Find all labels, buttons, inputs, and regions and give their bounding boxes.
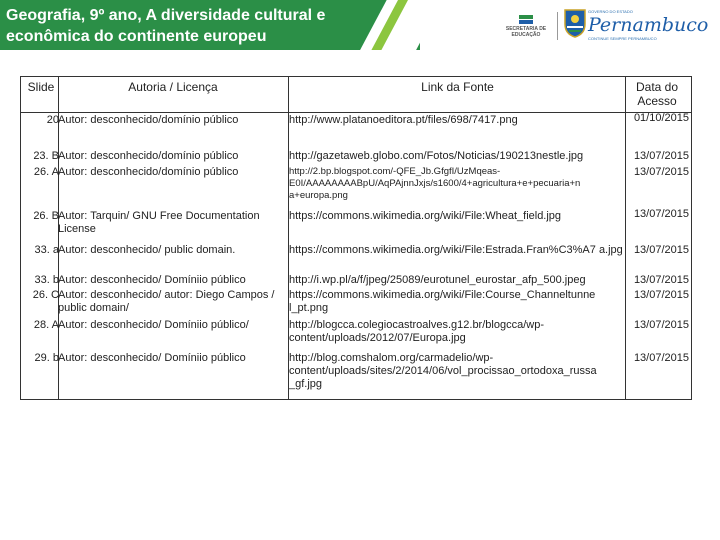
access-date: 13/07/2015 [633,352,689,364]
column-header-slide: Slide [27,80,55,94]
slide-number: 33. a [34,244,59,256]
author-license: Autor: desconhecido/domínio público [58,166,239,178]
slide-header [0,0,720,50]
source-link[interactable]: http://blogcca.colegiocastroalves.g12.br/blogcca/wp-content/uploads/2012/07/Europa.jpg [289,319,544,344]
access-date: 13/07/2015 [633,244,689,256]
access-date: 13/07/2015 [633,166,689,178]
author-license: Autor: Tarquin/ GNU Free Documentation License [58,210,260,235]
pernambuco-logo [588,9,718,41]
access-date: 13/07/2015 [633,319,689,331]
logo-divider [557,12,558,40]
access-date: 01/10/2015 [633,112,689,124]
author-license: Autor: desconhecido/ Domíniio público [58,274,246,286]
source-link[interactable]: https://commons.wikimedia.org/wiki/File:Course_Channeltunne l_pt.png [289,289,596,314]
source-link[interactable]: http://www.platanoeditora.pt/files/698/7417.png [289,114,518,126]
slide-number: 33. b [34,274,59,286]
author-license: Autor: desconhecido/domínio público [58,114,239,126]
header-divider [21,112,691,113]
slide-number: 23. B [33,150,59,162]
access-date: 13/07/2015 [633,274,689,286]
column-header-author: Autoria / Licença [128,80,218,94]
governo-label: GOVERNO DO ESTADO [588,9,633,14]
author-license: Autor: desconhecido/domínio público [58,150,239,162]
access-date: 13/07/2015 [633,289,689,301]
slide-number: 26. B [33,210,59,222]
pernambuco-slogan: CONTINUE SEMPRE PERNAMBUCO [588,36,657,41]
secretaria-label: SECRETARIA DE EDUCAÇÃO [505,26,547,38]
source-link[interactable]: http://gazetaweb.globo.com/Fotos/Noticias/190213nestle.jpg [289,150,584,162]
page-title: Geografia, 9º ano, A diversidade cultural e econômica do continente europeu [6,7,326,45]
source-link[interactable]: https://commons.wikimedia.org/wiki/File:Wheat_field.jpg [289,210,562,222]
author-license: Autor: desconhecido/ Domíniio público/ [58,319,249,331]
source-link[interactable]: http://i.wp.pl/a/f/jpeg/25089/eurotunel_eurostar_afp_500.jpeg [289,274,586,286]
author-license: Autor: desconhecido/ public domain. [58,244,236,256]
source-link[interactable]: http://2.bp.blogspot.com/-QFE_Jb.GfgfI/UzMqeas-E0I/AAAAAAAABpU/AqPAjnnJxjs/s1600/4+agricultura+e+pecuaria+n a+europa.png [289,166,581,201]
secretaria-logo [500,15,552,38]
column-header-date: Data do Acesso [635,80,679,108]
access-date: 13/07/2015 [633,150,689,162]
author-license: Autor: desconhecido/ autor: Diego Campos / public domain/ [58,289,275,314]
credits-table [20,76,692,400]
source-link[interactable]: http://blog.comshalom.org/carmadelio/wp-content/uploads/sites/2/2014/06/vol_procissao_ortodoxa_russa _gf.jpg [289,352,597,390]
secretaria-icon [519,15,533,24]
pernambuco-wordmark: Pernambuco [588,14,709,36]
source-link[interactable]: https://commons.wikimedia.org/wiki/File:Estrada.Fran%C3%A7 a.jpg [289,244,623,256]
access-date: 13/07/2015 [633,208,689,220]
slide-number: 26. C [32,289,59,301]
author-license: Autor: desconhecido/ Domíniio público [58,352,246,364]
slide-number: 29. b [34,352,59,364]
slide-number: 26. A [33,166,59,178]
slide-number: 20 [46,114,59,126]
slide-number: 28. A [33,319,59,331]
column-header-link: Link da Fonte [421,80,494,94]
state-crest-icon [563,8,587,43]
